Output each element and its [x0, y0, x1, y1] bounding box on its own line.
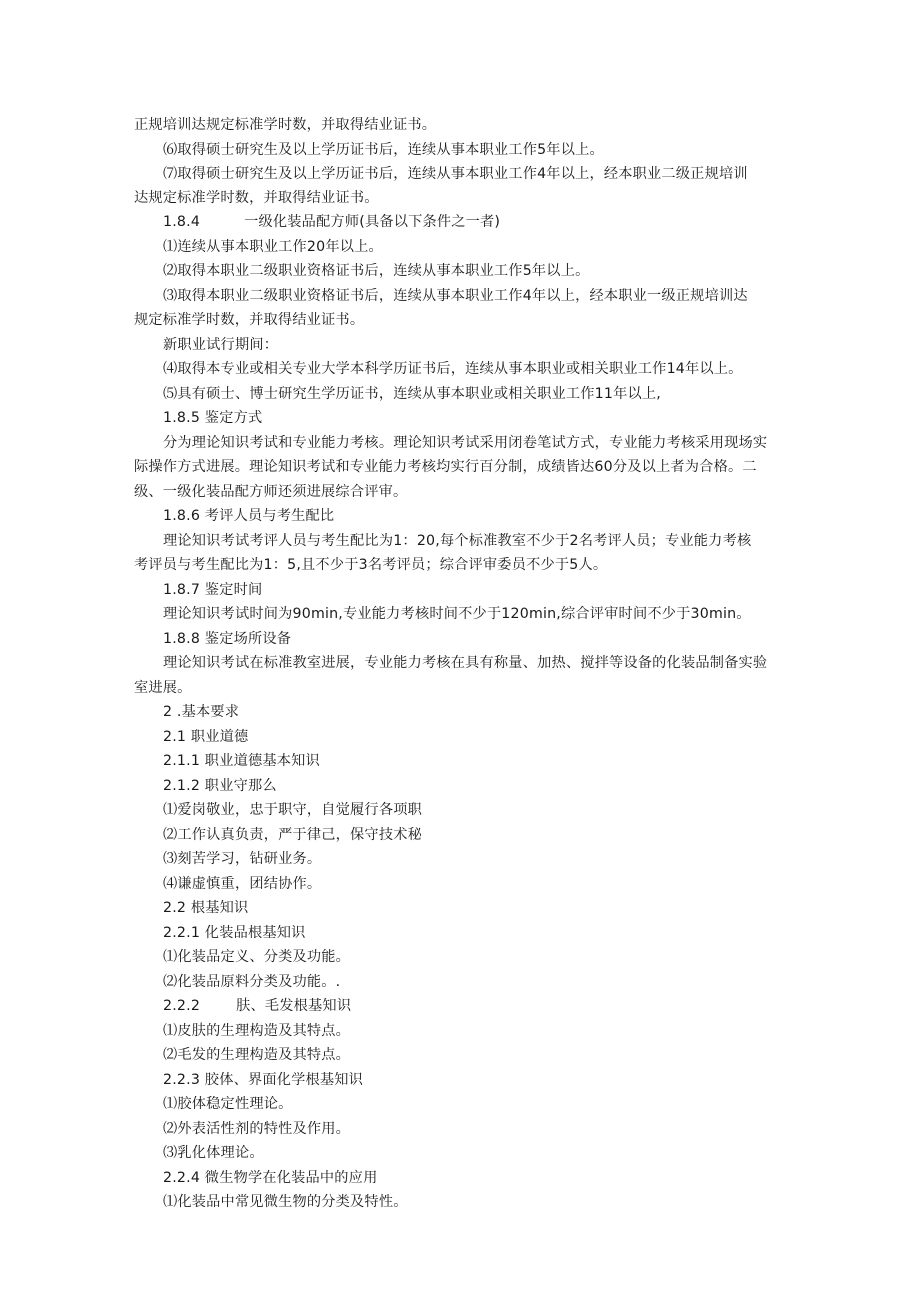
section-heading: 2.2.1 化装品根基知识: [163, 925, 306, 941]
section-heading: 2.2.3 胶体、界面化学根基知识: [163, 1072, 364, 1088]
text-line: ⑴连续从事本职业工作20年以上。: [163, 239, 383, 255]
section-number: 2.2.2: [163, 998, 201, 1014]
text-line: 分为理论知识考试和专业能力考核。理论知识考试采用闭卷笔试方式，专业能力考核采用现场实: [163, 435, 768, 451]
text-line: ⑵毛发的生理构造及其特点。: [163, 1047, 351, 1063]
section-heading: 1.8.6 考评人员与考生配比: [163, 508, 335, 524]
text-line: 级、一级化装品配方师还须进展综合评审。: [134, 484, 408, 500]
section-heading: [163, 212, 500, 232]
text-line: 理论知识考试在标准教室进展，专业能力考核在具有称量、加热、搅拌等设备的化装品制备实验: [163, 655, 768, 671]
section-heading: [163, 996, 351, 1016]
section-title: 一级化装品配方师(具备以下条件之一者): [244, 214, 501, 230]
text-line: ⑵取得本职业二级职业资格证书后，连续从事本职业工作5年以上。: [163, 263, 590, 279]
section-title: 肤、毛发根基知识: [236, 998, 352, 1014]
section-heading: 1.8.7 鉴定时间: [163, 582, 263, 598]
section-heading: 1.8.5 鉴定方式: [163, 410, 263, 426]
section-heading: 2.1 职业道德: [163, 729, 249, 745]
text-line: 室进展。: [134, 680, 192, 696]
section-heading: 2.1.1 职业道德基本知识: [163, 753, 320, 769]
text-line: ⑹取得硕士研究生及以上学历证书后，连续从事本职业工作5年以上。: [163, 142, 604, 158]
text-line: 理论知识考试时间为90min,专业能力考核时间不少于120min,综合评审时间不少于30min。: [163, 606, 751, 622]
section-heading: 2.2.4 微生物学在化装品中的应用: [163, 1170, 378, 1186]
text-line: ⑵化装品原料分类及功能。.: [163, 974, 341, 990]
text-line: ⑸具有硕士、博士研究生学历证书，连续从事本职业或相关职业工作11年以上,: [163, 386, 661, 402]
text-line: ⑶刻苦学习，钻研业务。: [163, 851, 322, 867]
text-line: ⑷谦虚慎重，团结协作。: [163, 876, 322, 892]
section-number: 1.8.4: [163, 214, 201, 230]
text-line: 新职业试行期间：: [163, 337, 279, 353]
text-line: 理论知识考试考评人员与考生配比为1：20,每个标准教室不少于2名考评人员；专业能力考核: [163, 533, 752, 549]
text-line: ⑴皮肤的生理构造及其特点。: [163, 1023, 351, 1039]
section-heading: 2.1.2 职业守那么: [163, 778, 277, 794]
section-heading: 1.8.8 鉴定场所设备: [163, 631, 292, 647]
text-line: 考评员与考生配比为1：5,且不少于3名考评员；综合评审委员不少于5人。: [134, 557, 608, 573]
chapter-heading: 2 .基本要求: [163, 704, 240, 720]
text-line: 达规定标准学时数，并取得结业证书。: [134, 190, 379, 206]
text-line: ⑴爱岗敬业，忠于职守，自觉履行各项职: [163, 802, 422, 818]
text-line: 际操作方式进展。理论知识考试和专业能力考核均实行百分制，成绩皆达60分及以上者为合格。二: [134, 459, 757, 475]
text-line: ⑵工作认真负责，严于律己，保守技术秘: [163, 827, 422, 843]
text-line: ⑵外表活性剂的特性及作用。: [163, 1121, 351, 1137]
text-line: 正规培训达规定标准学时数，并取得结业证书。: [134, 117, 437, 133]
text-line: ⑺取得硕士研究生及以上学历证书后，连续从事本职业工作4年以上，经本职业二级正规培训: [163, 166, 748, 182]
text-line: ⑴胶体稳定性理论。: [163, 1096, 293, 1112]
text-line: ⑴化装品定义、分类及功能。: [163, 949, 351, 965]
text-line: ⑶取得本职业二级职业资格证书后，连续从事本职业工作4年以上，经本职业一级正规培训达: [163, 288, 748, 304]
text-line: ⑴化装品中常见微生物的分类及特性。: [163, 1194, 408, 1210]
text-line: ⑶乳化体理论。: [163, 1145, 264, 1161]
section-heading: 2.2 根基知识: [163, 900, 249, 916]
text-line: 规定标准学时数，并取得结业证书。: [134, 312, 365, 328]
text-line: ⑷取得本专业或相关专业大学本科学历证书后，连续从事本职业或相关职业工作14年以上。: [163, 361, 743, 377]
